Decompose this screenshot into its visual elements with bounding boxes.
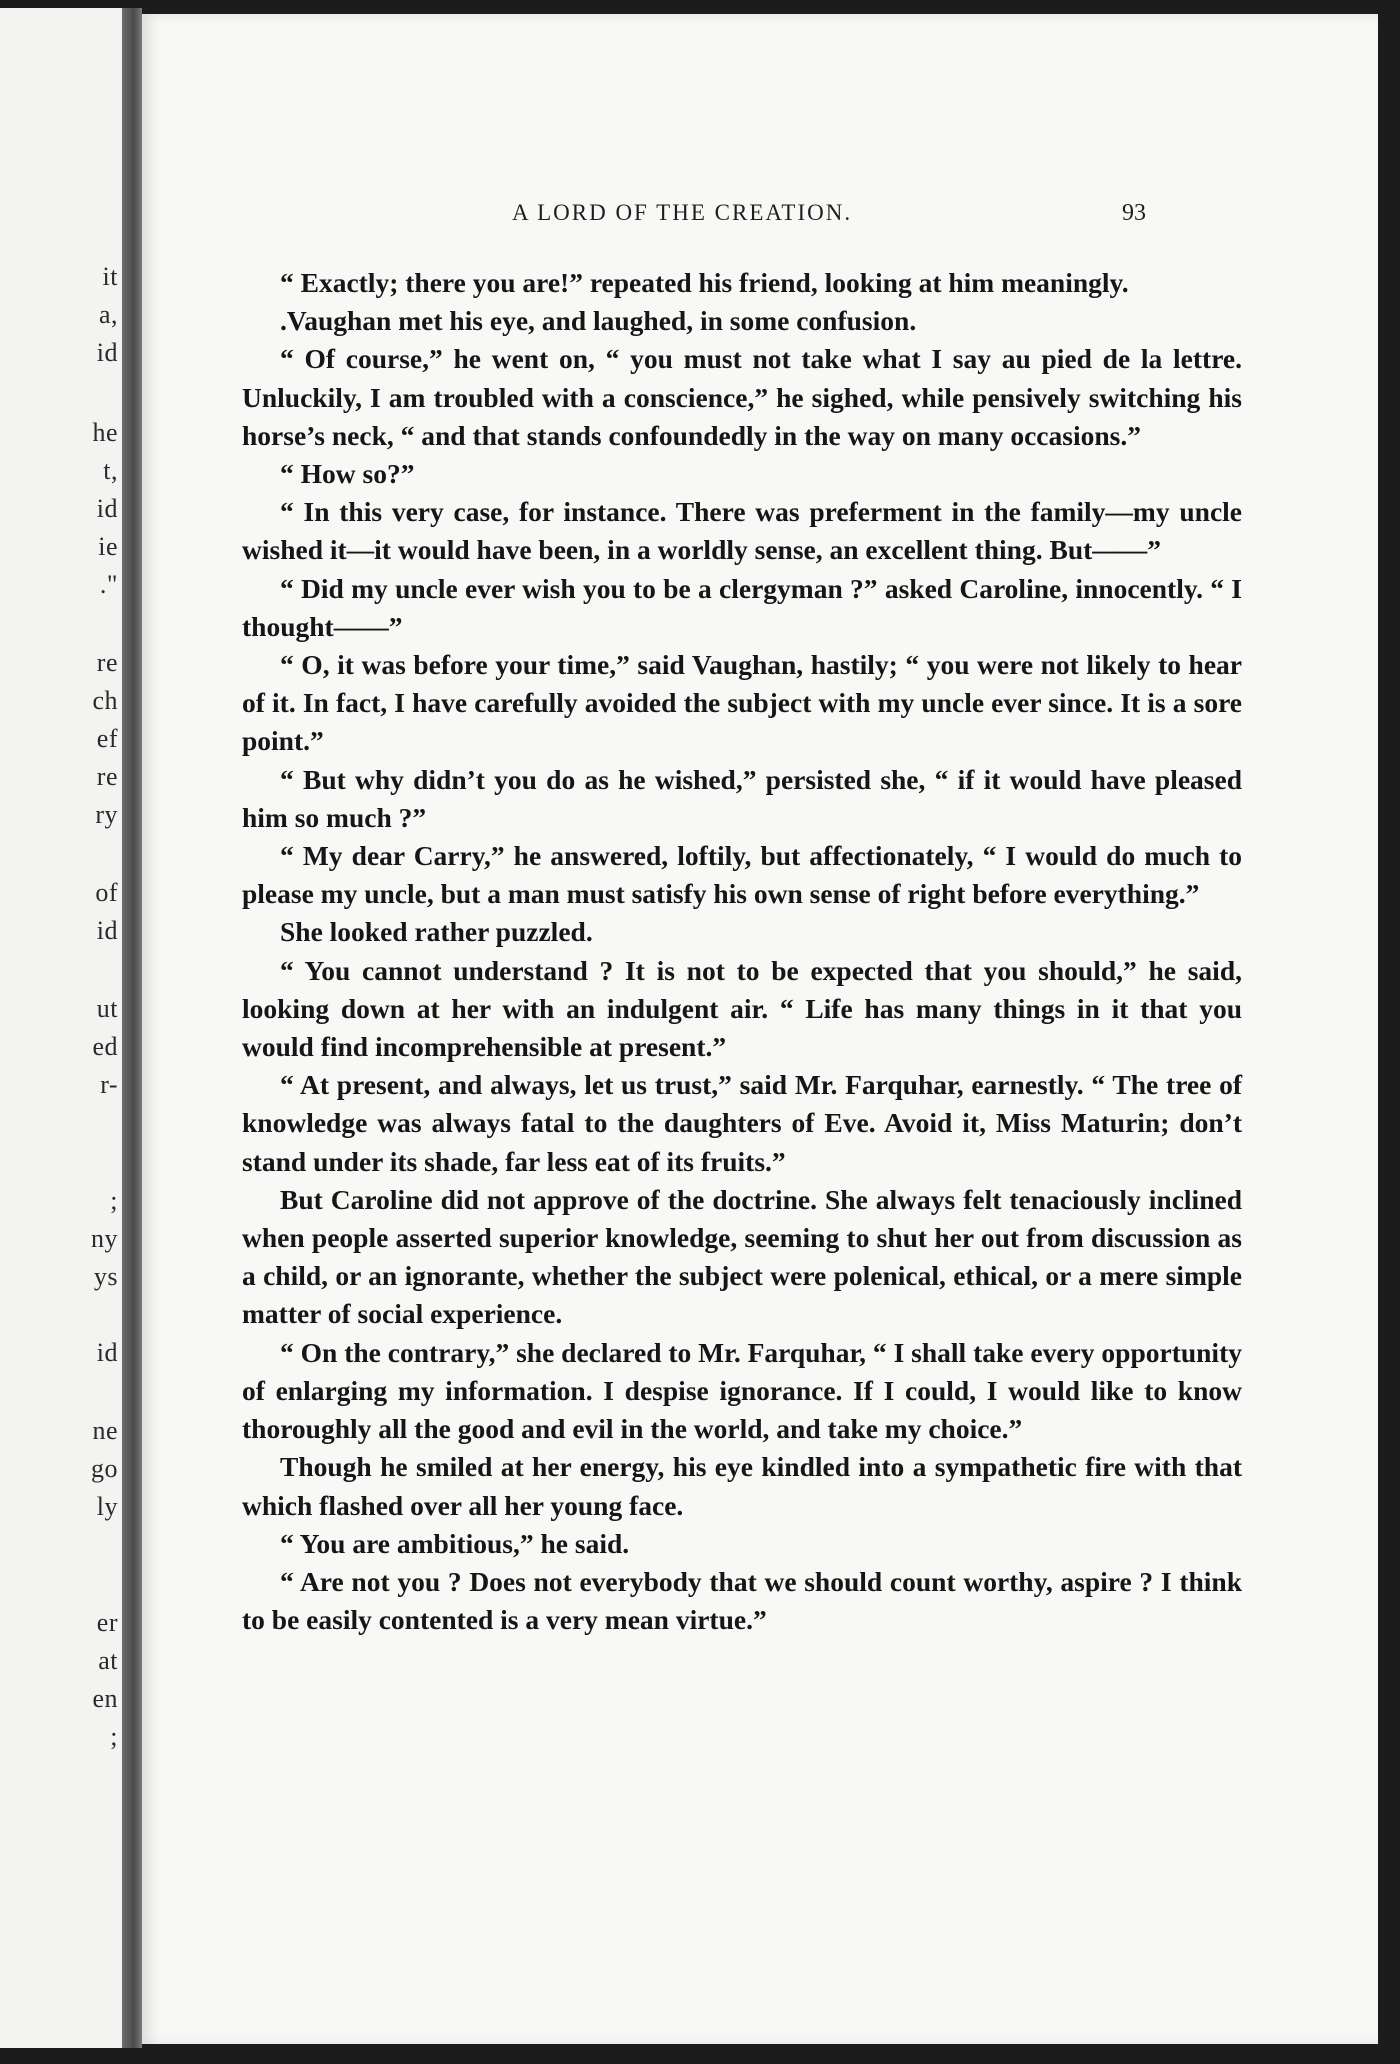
left-page-fragment: ; — [110, 1186, 118, 1215]
running-head — [142, 200, 1378, 240]
paragraph: “ You are ambitious,” he said. — [280, 1527, 630, 1559]
paragraph: “ My dear Carry,” he answered, loftily, but affectionately, “ I would do much to please my uncle, but a man must satisfy his own sense of right before everything.” — [242, 840, 1242, 910]
left-page-fragment: ; — [110, 1722, 118, 1751]
left-page-fragment: ef — [96, 724, 118, 753]
book-gutter — [122, 8, 142, 2048]
left-page-fragment: ." — [99, 570, 118, 599]
paragraph: “ At present, and always, let us trust,” said Mr. Farquhar, earnestly. “ The tree of knowledge was always fatal to the daughters of Eve. Avoid it, Miss Maturin; don’t stand under its shade, far less eat of its fruits.” — [242, 1069, 1242, 1177]
left-page-fragment: ry — [95, 800, 118, 829]
running-title: A LORD OF THE CREATION. — [512, 200, 853, 225]
paragraph: “ But why didn’t you do as he wished,” persisted she, “ if it would have pleased him so much ?” — [242, 763, 1242, 833]
paragraph: .Vaughan met his eye, and laughed, in some confusion. — [280, 305, 917, 337]
left-page-fragment: ed — [92, 1032, 118, 1061]
page-number: 93 — [1122, 200, 1146, 226]
paragraph: She looked rather puzzled. — [280, 916, 593, 948]
left-page-fragment: it — [102, 262, 118, 291]
paragraph: But Caroline did not approve of the doctrine. She always felt tenaciously inclined when people asserted superior knowledge, seeming to shut her out from discussion as a child, or an ignorante, whether the subject were polenical, ethical, or a mere simple matter of social experience. — [242, 1183, 1242, 1330]
left-page-fragment: er — [96, 1608, 118, 1637]
left-page-fragment: id — [96, 494, 118, 523]
left-page-fragment: ly — [96, 1492, 118, 1521]
left-page-fragment: ut — [96, 994, 118, 1023]
left-page-fragment: at — [98, 1646, 118, 1675]
right-page — [142, 14, 1378, 2044]
left-page-fragment: t, — [103, 456, 118, 485]
paragraph: “ O, it was before your time,” said Vaughan, hastily; “ you were not likely to hear of it. In fact, I have carefully avoided the subject with my uncle ever since. It is a sore point.” — [242, 649, 1242, 757]
paragraph: “ Of course,” he went on, “ you must not take what I say au pied de la lettre. Unluckily, I am troubled with a conscience,” he sighed, while pensively switching his horse’s neck, “ and that stands confoundedly in the way on many occasions.” — [242, 343, 1242, 451]
paragraph: “ Did my uncle ever wish you to be a clergyman ?” asked Caroline, innocently. “ I thought——” — [242, 572, 1242, 642]
paragraph: “ How so?” — [280, 458, 415, 490]
left-page-fragment: id — [96, 338, 118, 367]
left-page-fragment: re — [96, 762, 118, 791]
body-text — [242, 264, 1242, 1639]
left-page-fragment: r- — [100, 1070, 118, 1099]
paragraph: “ Are not you ? Does not everybody that we should count worthy, aspire ? I think to be easily contented is a very mean virtue.” — [242, 1565, 1242, 1636]
left-page-fragment: he — [92, 418, 118, 447]
left-page-fragment: go — [91, 1454, 118, 1483]
paragraph: Though he smiled at her energy, his eye kindled into a sympathetic fire with that which flashed over all her young face. — [242, 1451, 1242, 1521]
paragraph: “ On the contrary,” she declared to Mr. Farquhar, “ I shall take every opportunity of enlarging my information. I despise ignorance. If I could, I would like to know thoroughly all the good and evil in the world, and take my choice.” — [242, 1336, 1242, 1445]
left-page-fragment: ny — [91, 1224, 118, 1253]
paragraph: “ Exactly; there you are!” repeated his friend, looking at him meaningly. — [280, 267, 1129, 298]
left-page-fragment: ne — [92, 1416, 118, 1445]
left-page-fragment: id — [96, 916, 118, 945]
paragraph: “ You cannot understand ? It is not to be expected that you should,” he said, looking down at her with an indulgent air. “ Life has many things in it that you would find incomprehensible at present.” — [242, 954, 1242, 1063]
paragraph: “ In this very case, for instance. There was preferment in the family—my uncle wished it—it would have been, in a worldly sense, an excellent thing. But——” — [242, 496, 1242, 566]
left-page-fragment: id — [96, 1338, 118, 1367]
left-page-fragment: ys — [93, 1262, 118, 1291]
left-page-fragment: en — [92, 1684, 118, 1713]
left-page-fragment: a, — [98, 300, 118, 329]
left-page-edge — [0, 8, 122, 2048]
left-page-fragment: ie — [98, 532, 118, 561]
left-page-fragment: re — [96, 648, 118, 677]
left-page-fragment: ch — [92, 686, 118, 715]
left-page-fragment: of — [95, 878, 118, 907]
